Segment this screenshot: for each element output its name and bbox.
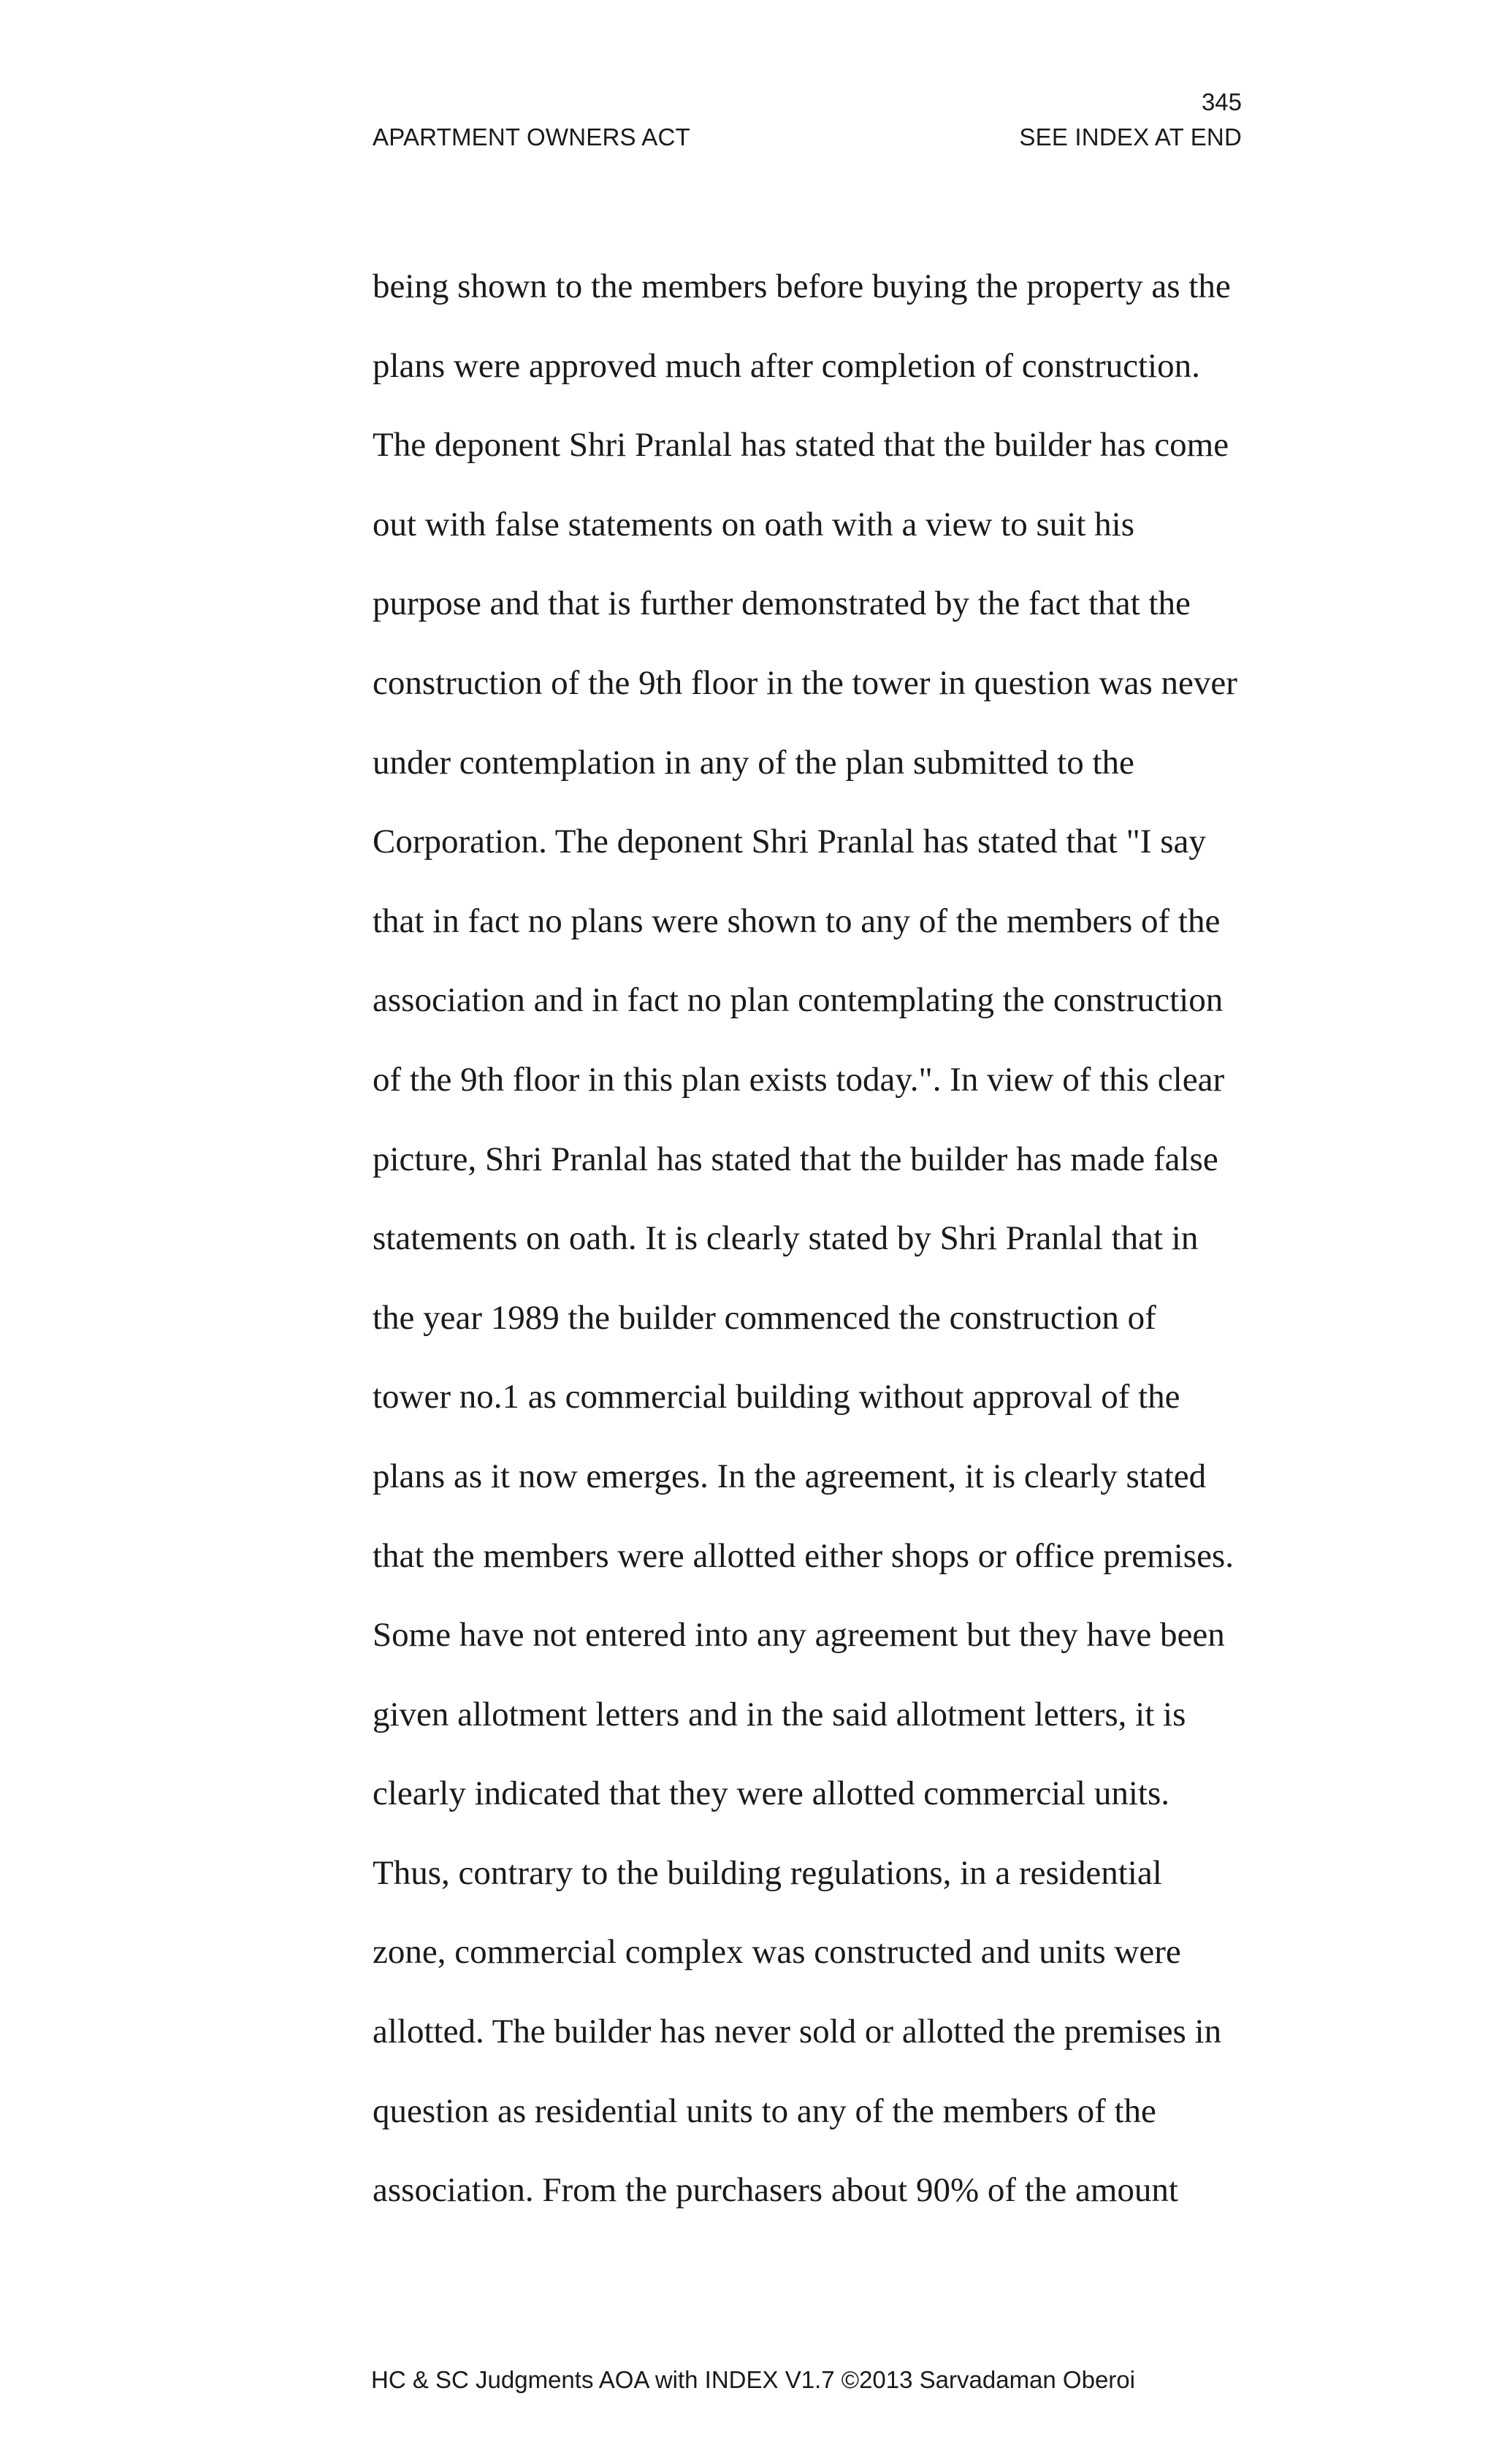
text-line: that the members were allotted either shops or office premises. <box>373 1536 1234 1575</box>
page-number: 345 <box>1201 88 1242 115</box>
text-line: question as residential units to any of the members of the <box>373 2091 1156 2130</box>
text-line: plans as it now emerges. In the agreement, it is clearly stated <box>373 1457 1207 1495</box>
text-line: purpose and that is further demonstrated by the fact that the <box>373 584 1191 623</box>
text-line: construction of the 9th floor in the tower in question was never <box>373 663 1237 702</box>
body-text <box>373 260 1242 2243</box>
text-line: statements on oath. It is clearly stated by Shri Pranlal that in <box>373 1219 1199 1258</box>
text-line: The deponent Shri Pranlal has stated that the builder has come <box>373 426 1229 465</box>
text-line: given allotment letters and in the said allotment letters, it is <box>373 1695 1186 1733</box>
text-line: association. From the purchasers about 90% of the amount <box>373 2171 1178 2210</box>
running-head-title: APARTMENT OWNERS ACT <box>373 123 690 150</box>
running-head-index-note: SEE INDEX AT END <box>1019 123 1242 150</box>
text-line: being shown to the members before buying the property as the <box>373 267 1231 305</box>
text-line: Some have not entered into any agreement but they have been <box>373 1616 1225 1655</box>
text-line: zone, commercial complex was constructed and units were <box>373 1933 1181 1972</box>
footer-copyright: HC & SC Judgments AOA with INDEX V1.7 ©2013 Sarvadaman Oberoi <box>371 2366 1135 2393</box>
text-line: association and in fact no plan contemplating the construction <box>373 981 1224 1020</box>
text-line: allotted. The builder has never sold or allotted the premises in <box>373 2013 1222 2051</box>
text-line: out with false statements on oath with a view to suit his <box>373 505 1134 543</box>
text-line: picture, Shri Pranlal has stated that the builder has made false <box>373 1140 1218 1178</box>
text-line: the year 1989 the builder commenced the construction of <box>373 1298 1156 1337</box>
text-line: plans were approved much after completion of construction. <box>373 346 1200 385</box>
text-line: tower no.1 as commercial building without approval of the <box>373 1378 1180 1416</box>
text-line: under contemplation in any of the plan submitted to the <box>373 743 1134 782</box>
text-line: clearly indicated that they were allotted commercial units. <box>373 1774 1170 1813</box>
text-line: of the 9th floor in this plan exists today.". In view of this clear <box>373 1060 1225 1099</box>
text-line: Thus, contrary to the building regulations, in a residential <box>373 1853 1162 1892</box>
text-line: that in fact no plans were shown to any of the members of the <box>373 901 1221 940</box>
text-line: Corporation. The deponent Shri Pranlal has stated that "I say <box>373 823 1206 861</box>
